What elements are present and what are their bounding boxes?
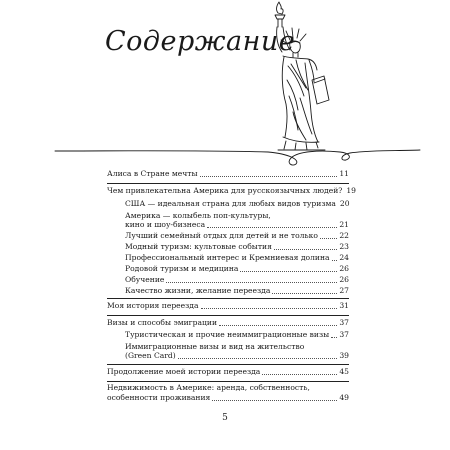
toc-entry-page: 27 <box>339 286 349 295</box>
toc-entry-title: Родовой туризм и медицина <box>125 264 239 273</box>
toc-entry[interactable] <box>107 169 349 179</box>
toc-entry-page: 37 <box>339 318 349 327</box>
toc-entry-page: 26 <box>339 264 349 273</box>
toc-entry-title: Профессиональный интерес и Кремниевая долина <box>125 253 330 262</box>
toc-entry-page: 49 <box>339 393 349 402</box>
toc-entry[interactable] <box>107 393 349 403</box>
section-separator <box>107 364 349 365</box>
leader-dots <box>274 248 337 250</box>
toc-entry[interactable] <box>107 367 349 377</box>
leader-dots <box>306 349 347 350</box>
toc-entry[interactable] <box>125 231 349 241</box>
leader-dots <box>331 336 337 338</box>
toc-entry-title: Алиса в Стране мечты <box>107 169 198 178</box>
section-separator <box>107 315 349 316</box>
toc-entry[interactable] <box>125 220 349 230</box>
toc-entry-title: Качество жизни, желание переезда <box>125 286 271 295</box>
leader-dots <box>240 270 337 272</box>
leader-dots <box>320 237 337 239</box>
toc-entry-title: Обучение <box>125 275 165 284</box>
toc-entry-title: Туристическая и прочие неиммиграционные визы <box>125 330 330 339</box>
section-separator <box>107 381 349 382</box>
toc-entry[interactable] <box>125 351 349 361</box>
toc-entry-title: особенности проживания <box>107 393 211 402</box>
section-separator <box>107 183 349 184</box>
toc-entry[interactable] <box>125 286 349 296</box>
toc-entry-page: 19 <box>346 186 357 195</box>
leader-dots <box>312 390 347 391</box>
toc-entry[interactable] <box>107 301 349 311</box>
leader-dots <box>272 292 337 294</box>
leader-dots <box>200 175 338 177</box>
toc-entry-page: 24 <box>339 253 349 262</box>
toc-entry[interactable] <box>125 275 349 285</box>
leader-dots <box>166 281 337 283</box>
toc-entry-title: Модный туризм: культовые события <box>125 242 272 251</box>
toc-entry[interactable] <box>107 383 349 393</box>
toc-entry-title: Недвижимость в Америке: аренда, собственность, <box>107 383 310 392</box>
toc-entry[interactable] <box>107 318 349 328</box>
toc-entry-title: Америка — колыбель поп-культуры, <box>125 211 271 220</box>
toc-entry-page: 20 <box>339 199 350 208</box>
toc-entry-title: Лучший семейный отдых для детей и не только <box>125 231 318 240</box>
toc-entry-page: 39 <box>339 351 349 360</box>
toc-entry[interactable] <box>125 330 349 340</box>
leader-dots <box>212 399 337 401</box>
toc-entry-page: 21 <box>339 220 349 229</box>
page-number: 5 <box>222 413 228 423</box>
toc-entry-page: 31 <box>339 301 349 310</box>
toc-entry-page: 26 <box>339 275 349 284</box>
toc-entry-page: 11 <box>339 169 349 178</box>
toc-entry-title: кино и шоу-бизнеса <box>125 220 206 229</box>
toc-entry[interactable] <box>125 264 349 274</box>
toc-entry[interactable] <box>125 199 349 209</box>
leader-dots <box>262 373 337 375</box>
leader-dots <box>201 307 338 309</box>
toc-entry[interactable] <box>107 186 357 196</box>
section-separator <box>107 298 349 299</box>
leader-dots <box>273 218 347 219</box>
toc-entry-title: Продолжение моей истории переезда <box>107 367 261 376</box>
toc-entry-page: 37 <box>339 330 349 339</box>
toc-entry-title: (Green Card) <box>125 351 176 360</box>
toc-entry-page: 22 <box>339 231 349 240</box>
toc-entry-page: 23 <box>339 242 349 251</box>
leader-dots <box>178 357 338 359</box>
leader-dots <box>332 259 338 261</box>
toc-entry-title: США — идеальная страна для любых видов туризма <box>125 199 336 208</box>
toc-entry-title: Иммиграционные визы и вид на жительство <box>125 342 305 351</box>
toc-entry-title: Моя история переезда <box>107 301 199 310</box>
toc-entry-title: Визы и способы эмиграции <box>107 318 218 327</box>
toc-entry[interactable] <box>125 242 349 252</box>
toc-entry-title: Чем привлекательна Америка для русскоязычных людей? <box>107 186 343 195</box>
leader-dots <box>207 226 337 228</box>
leader-dots <box>219 324 337 326</box>
toc-entry[interactable] <box>125 253 349 263</box>
page-title: Содержание <box>105 26 296 57</box>
toc-entry-page: 45 <box>339 367 349 376</box>
